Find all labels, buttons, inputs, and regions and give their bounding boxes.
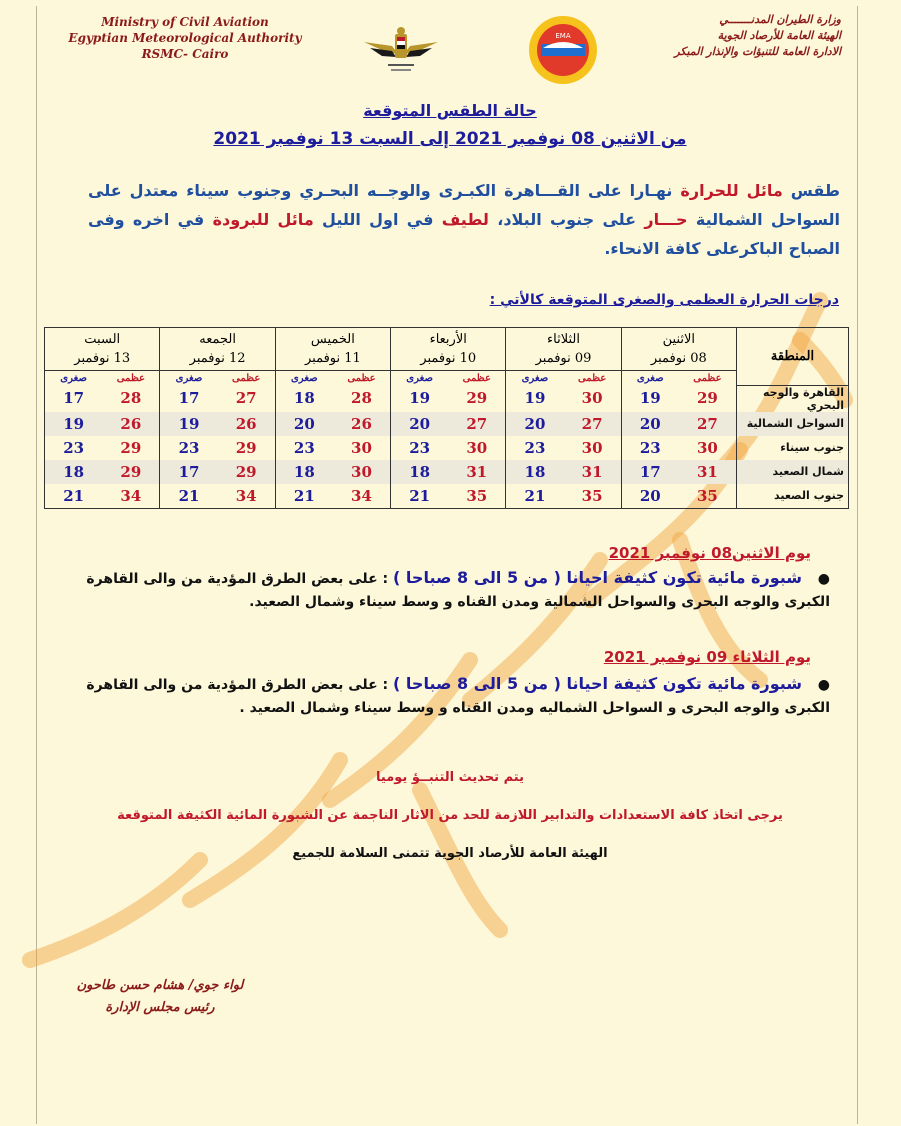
min-temp: 21: [45, 484, 103, 509]
day-name: الأربعاء: [429, 332, 467, 347]
min-temp: 19: [506, 385, 564, 412]
max-temp: 27: [564, 412, 622, 436]
bullet-icon: ●: [817, 571, 830, 587]
day-header: [391, 328, 506, 371]
summary-text: على جنوب البلاد،: [488, 210, 645, 229]
min-temp: 20: [621, 412, 679, 436]
min-temp: 21: [506, 484, 564, 509]
max-label: عظمى: [462, 372, 491, 384]
region-name: القاهرة والوجه البحري: [737, 385, 849, 412]
max-temp: 29: [235, 438, 257, 457]
max-temp: 30: [581, 438, 603, 457]
temperature-heading: درجات الحرارة العظمى والصغرى المتوقعة كالأتي :: [489, 292, 839, 308]
fog-warning: [70, 566, 830, 614]
summary-highlight: مائل للحرارة: [680, 181, 783, 200]
svg-text:EMA: EMA: [555, 32, 571, 40]
daily-update-note: يتم تحديث التنبــؤ يوميا: [376, 770, 524, 785]
min-label: صغرى: [275, 371, 333, 386]
max-temp: 31: [564, 460, 622, 484]
temperature-table: [44, 327, 849, 509]
bulletin-period: من الاثنين 08 نوفمبر 2021 إلى السبت 13 نوفمبر 2021: [213, 129, 687, 149]
fog-lead: شبورة مائية تكون كثيفة احيانا ( من 5 الى 8 صباحا ): [393, 568, 802, 587]
max-temp: 26: [333, 412, 391, 436]
min-temp: 23: [45, 436, 103, 460]
max-temp: 29: [218, 460, 276, 484]
max-label: عظمى: [347, 372, 376, 384]
min-label: صغرى: [160, 371, 218, 386]
department-name-ar: الادارة العامة للتنبؤات والإنذار المبكر: [674, 45, 841, 58]
min-temp: 23: [506, 436, 564, 460]
min-temp: 20: [391, 412, 449, 436]
max-label: عظمى: [693, 372, 722, 384]
min-temp: 23: [275, 436, 333, 460]
fog-lead: شبورة مائية تكون كثيفة احيانا ( من 5 الى 8 صباحا ): [393, 674, 802, 693]
max-temp: 35: [679, 484, 737, 509]
region-name: جنوب سيناء: [737, 436, 849, 460]
day-header: [45, 328, 160, 371]
day-name: الجمعه: [199, 332, 236, 347]
region-column-header: المنطقة: [737, 328, 849, 386]
table-row: [45, 412, 849, 436]
min-label: صغرى: [45, 371, 103, 386]
max-temp: 28: [351, 389, 372, 408]
min-temp: 23: [621, 436, 679, 460]
max-temp: 27: [235, 389, 257, 408]
max-temp: 29: [120, 438, 142, 457]
max-temp: 31: [448, 460, 506, 484]
max-temp: 34: [218, 484, 276, 509]
min-temp: 17: [160, 460, 218, 484]
day-header: [160, 328, 275, 371]
min-temp: 23: [160, 436, 218, 460]
summary-highlight: حـــار: [644, 210, 688, 229]
max-temp: 34: [333, 484, 391, 509]
min-temp: 21: [275, 484, 333, 509]
max-label: عظمى: [232, 372, 261, 384]
max-temp: 27: [448, 412, 506, 436]
min-label: صغرى: [621, 371, 679, 386]
safety-wish: الهيئة العامة للأرصاد الجوية تتمنى السلامة للجميع: [292, 846, 608, 861]
max-temp: 26: [218, 412, 276, 436]
fog-day-heading: يوم الثلاثاء 09 نوفمبر 2021: [603, 648, 811, 666]
max-temp: 30: [696, 438, 718, 457]
signatory-title: رئيس مجلس الإدارة: [105, 1000, 215, 1015]
table-row: [45, 385, 849, 412]
region-name: جنوب الصعيد: [737, 484, 849, 509]
max-min-header-row: [45, 371, 849, 386]
region-name: شمال الصعيد: [737, 460, 849, 484]
table-row: [45, 436, 849, 460]
min-temp: 19: [160, 412, 218, 436]
weather-summary: [88, 176, 840, 263]
min-temp: 17: [45, 385, 103, 412]
table-row: [45, 484, 849, 509]
max-temp: 26: [102, 412, 160, 436]
authority-name-en: Egyptian Meteorological Authority: [68, 31, 302, 45]
day-date: 09 نوفمبر: [535, 351, 592, 366]
bullet-icon: ●: [817, 677, 830, 693]
summary-text: طقس: [782, 181, 841, 200]
ministry-name-ar: وزارة الطيران المدنـــــــي: [719, 13, 841, 26]
min-temp: 18: [275, 460, 333, 484]
min-label: صغرى: [391, 371, 449, 386]
max-temp: 35: [448, 484, 506, 509]
day-header: [621, 328, 736, 371]
day-name: الثلاثاء: [547, 332, 580, 347]
day-name: الخميس: [310, 332, 355, 347]
max-temp: 34: [102, 484, 160, 509]
min-temp: 19: [45, 412, 103, 436]
max-label: عظمى: [116, 372, 145, 384]
header-arabic: [581, 12, 841, 60]
summary-highlight: لطيف: [441, 210, 489, 229]
min-temp: 18: [275, 385, 333, 412]
min-temp: 18: [45, 460, 103, 484]
day-header: [275, 328, 390, 371]
day-header: [506, 328, 621, 371]
max-temp: 29: [696, 389, 718, 408]
signatory-name: لواء جوي/ هشام حسن طاحون: [76, 978, 244, 993]
max-temp: 35: [564, 484, 622, 509]
civil-aviation-eagle-logo: [362, 24, 440, 76]
table-row: [45, 460, 849, 484]
min-label: صغرى: [506, 371, 564, 386]
max-temp: 29: [466, 389, 488, 408]
day-date: 08 نوفمبر: [650, 351, 707, 366]
max-temp: 28: [120, 389, 142, 408]
max-temp: 30: [581, 389, 603, 408]
precaution-advice: يرجى اتخاذ كافة الاستعدادات والتدابير اللازمة للحد من الاثار الناجمة عن الشبورة المائية الكثيفة المتوقعة: [117, 808, 783, 823]
day-date: 12 نوفمبر: [189, 351, 246, 366]
min-temp: 19: [621, 385, 679, 412]
fog-text: : على بعض الطرق المؤدية من والى القاهرة الكبرى والوجه البحرى و السواحل الشماليه ومدن القناه و وسط سيناء وشمال الصعيد .: [86, 677, 830, 716]
authority-name-ar: الهيئة العامة للأرصاد الجوية: [717, 29, 841, 42]
day-date: 13 نوفمبر: [74, 351, 131, 366]
fog-day-heading: يوم الاثنين08 نوفمبر 2021: [608, 544, 811, 562]
summary-text: في اخره وفى الصباح الباكرعلى كافة الانحاء.: [88, 210, 840, 258]
min-temp: 23: [391, 436, 449, 460]
min-temp: 20: [506, 412, 564, 436]
max-label: عظمى: [577, 372, 607, 384]
min-temp: 18: [391, 460, 449, 484]
day-name: السبت: [84, 332, 121, 347]
max-temp: 30: [333, 460, 391, 484]
day-date: 11 نوفمبر: [304, 351, 361, 366]
ministry-name-en: Ministry of Civil Aviation: [101, 15, 269, 29]
day-name: الاثنين: [662, 332, 696, 347]
summary-text: نهـارا على القـــاهرة الكبـرى والوجــه البحـري وجنوب سيناء معتدل على السواحل الشمالية: [88, 181, 841, 229]
max-temp: 30: [351, 438, 372, 457]
max-temp: 27: [679, 412, 737, 436]
rsmc-name-en: RSMC- Cairo: [141, 47, 229, 61]
min-temp: 17: [160, 385, 218, 412]
fog-text: : على بعض الطرق المؤدية من والى القاهرة الكبرى والوجه البحرى والسواحل الشمالية ومدن القناه و وسط سيناء وشمال الصعيد.: [86, 571, 830, 610]
max-temp: 29: [102, 460, 160, 484]
min-temp: 20: [621, 484, 679, 509]
page-border: [36, 6, 858, 1124]
min-temp: 21: [391, 484, 449, 509]
day-date: 10 نوفمبر: [420, 351, 477, 366]
max-temp: 31: [679, 460, 737, 484]
min-temp: 20: [275, 412, 333, 436]
min-temp: 21: [160, 484, 218, 509]
header-english: [60, 14, 310, 62]
summary-highlight: مائل للبرودة: [212, 210, 314, 229]
region-name: السواحل الشمالية: [737, 412, 849, 436]
summary-text: في اول الليل: [313, 210, 442, 229]
fog-warning: [70, 672, 830, 720]
max-temp: 30: [466, 438, 488, 457]
min-temp: 18: [506, 460, 564, 484]
min-temp: 19: [391, 385, 449, 412]
min-temp: 17: [621, 460, 679, 484]
bulletin-title: حالة الطقس المتوقعة: [363, 101, 537, 120]
